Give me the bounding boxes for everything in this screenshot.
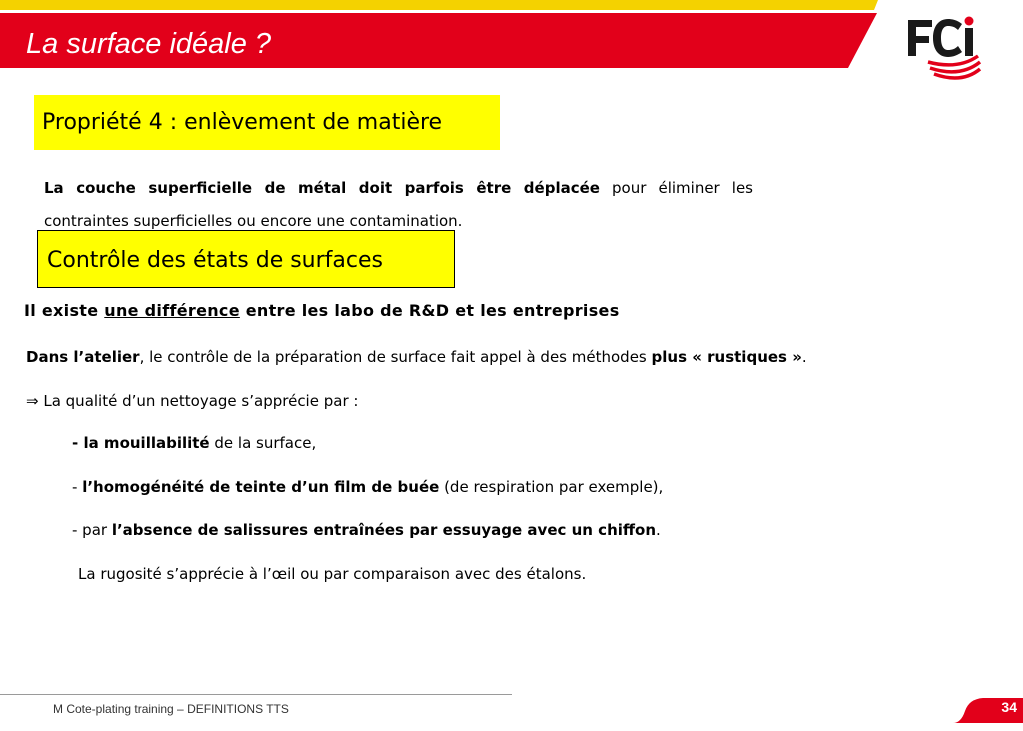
quality-line (26, 392, 358, 410)
difference-line-underlined: une différence (104, 301, 240, 320)
header-yellow-stripe (0, 0, 878, 10)
bullet-absence-dirt-bold: l’absence de salissures entraînées par essuyage avec un chiffon (111, 521, 657, 539)
surface-control-heading: Contrôle des états de surfaces (47, 248, 383, 273)
footer-text: M Cote-plating training – DEFINITIONS TTS (53, 702, 289, 716)
logo-swoosh-1 (928, 56, 978, 65)
surface-control-heading-box (37, 230, 455, 288)
property4-heading-box (34, 95, 500, 150)
logo-letter-f (908, 20, 932, 56)
workshop-line-text: , le contrôle de la préparation de surface fait appel à des méthodes (139, 348, 652, 366)
implies-arrow-icon: ⇒ (26, 392, 39, 410)
slide-title: La surface idéale ? (26, 28, 272, 60)
workshop-line-bold: Dans l’atelier (26, 348, 140, 366)
bullet-homogeneity-bold: l’homogénéité de teinte d’un film de buée (82, 478, 440, 496)
bullet-absence-dirt-pre: - par (72, 521, 112, 539)
page-number: 34 (1001, 699, 1017, 715)
workshop-line-end: . (801, 348, 807, 366)
logo-letter-i (965, 28, 973, 56)
fci-logo (900, 12, 990, 84)
bullet-homogeneity-text: (de respiration par exemple), (439, 478, 664, 496)
property4-paragraph-bold: La couche superficielle de métal doit parfois être déplacée (44, 179, 600, 197)
difference-line (24, 301, 620, 320)
logo-letter-c (933, 19, 962, 57)
bullet-absence-dirt-end: . (656, 521, 661, 539)
bullet-homogeneity (72, 478, 663, 496)
property4-paragraph-text: pour éliminer les contraintes superficielles ou encore une contamination. (44, 179, 754, 230)
workshop-line (26, 348, 807, 366)
bullet-wettability (72, 434, 316, 452)
footer-rule (0, 694, 512, 695)
bullet-absence-dirt (72, 521, 661, 539)
difference-line-pre: Il existe (24, 301, 105, 320)
bullet-homogeneity-dash: - (72, 478, 83, 496)
quality-line-text: La qualité d’un nettoyage s’apprécie par : (38, 392, 359, 410)
property4-heading: Propriété 4 : enlèvement de matière (42, 110, 443, 135)
roughness-line: La rugosité s’apprécie à l’œil ou par comparaison avec des étalons. (78, 565, 587, 583)
difference-line-post: entre les labo de R&D et les entreprises (239, 301, 620, 320)
logo-dot (965, 17, 974, 26)
property4-paragraph (44, 172, 753, 238)
workshop-line-bold-rustic: plus « rustiques » (651, 348, 802, 366)
bullet-wettability-bold: - la mouillabilité (72, 434, 210, 452)
bullet-wettability-text: de la surface, (209, 434, 317, 452)
